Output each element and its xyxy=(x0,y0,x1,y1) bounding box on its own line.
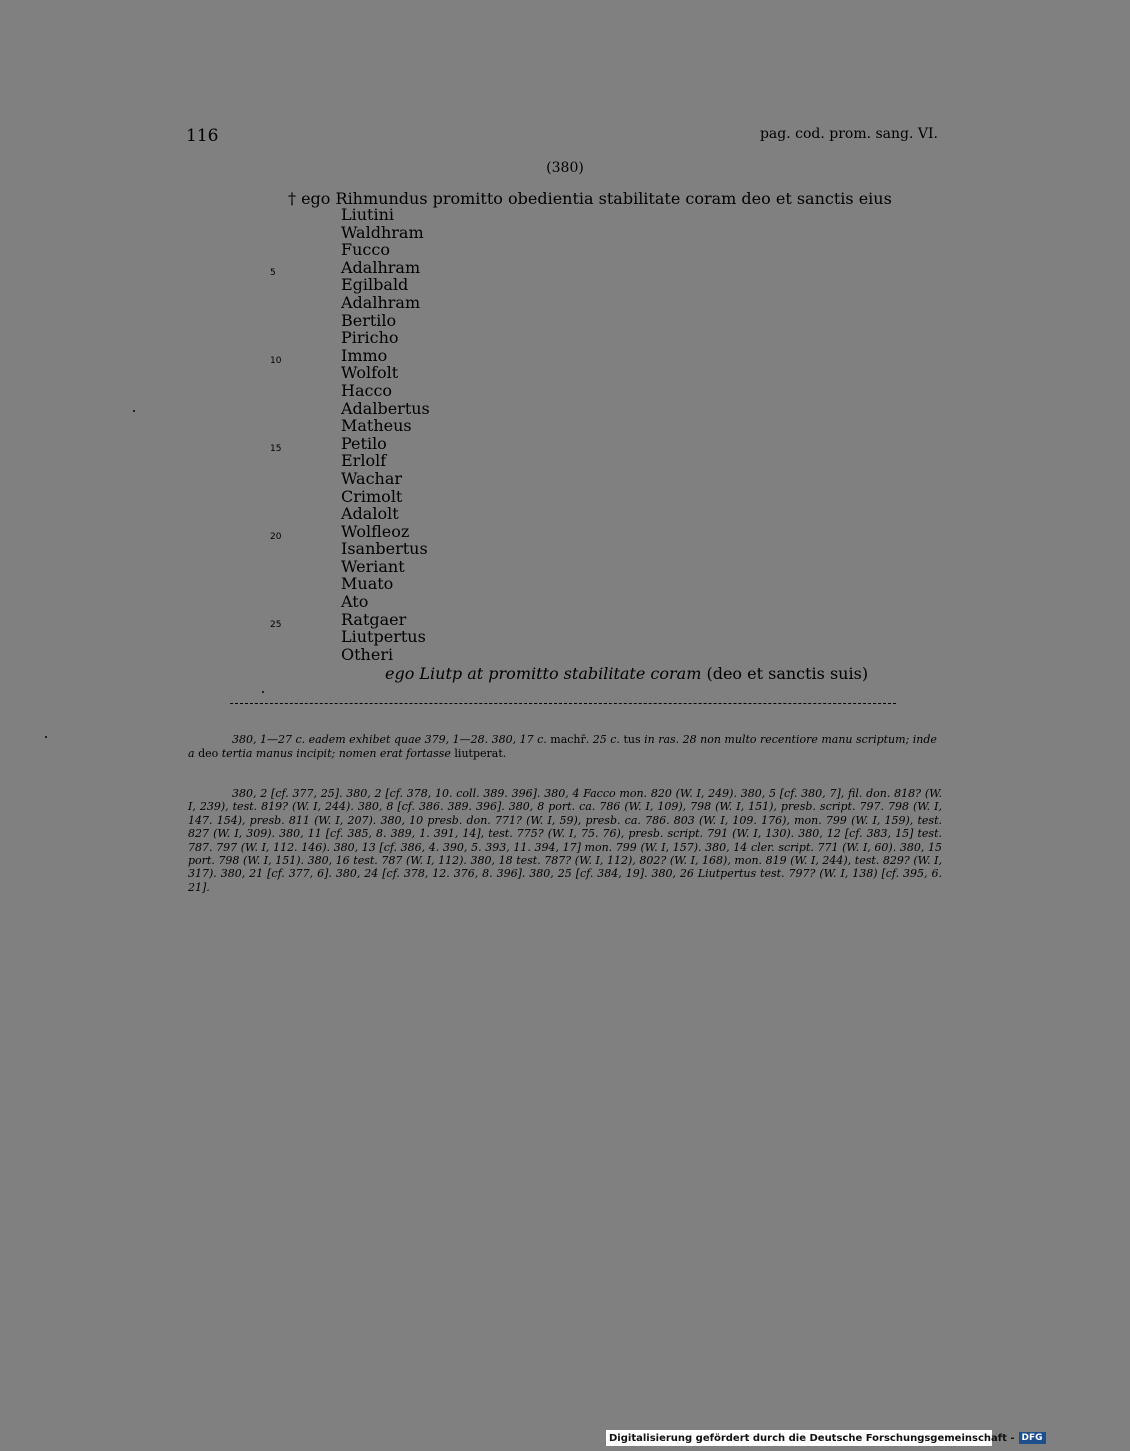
name-entry: Adalhram xyxy=(341,257,421,277)
name-entry: Immo xyxy=(341,345,388,365)
apparatus-text: tertia manus incipit; nomen erat fortasse xyxy=(221,747,451,760)
line-number-10: 10 xyxy=(270,356,282,366)
dfg-logo: DFG xyxy=(1019,1432,1046,1444)
name-entry: Matheus xyxy=(341,416,412,436)
apparatus-word: deo xyxy=(198,747,219,760)
name-entry: Adalolt xyxy=(341,504,399,524)
name-entry: Ratgaer xyxy=(341,609,407,629)
apparatus-word: tus xyxy=(623,733,641,746)
speck xyxy=(133,410,135,412)
speck xyxy=(45,736,47,738)
line-number-25: 25 xyxy=(270,620,282,630)
name-entry: Petilo xyxy=(341,433,387,453)
name-entry: Otheri xyxy=(341,644,394,664)
dfg-banner xyxy=(606,1430,1043,1446)
apparatus-text: in ras. 28 non multo recentiore manu scriptum; inde a xyxy=(188,733,937,760)
apparatus-word: liutperat. xyxy=(454,747,507,760)
apparatus-text: 25 c. xyxy=(592,733,620,746)
footnotes: 380, 2 [cf. 377, 25]. 380, 2 [cf. 378, 10. coll. 389. 396]. 380, 4 Facco mon. 820 (W. I, 249). 380, 5 [cf. 380, 7], fil. don. 818? (W. I, 239), test. 819? (W. I, 244). 380, 8 [cf. 386. 389. 396]. 380, 8 port. ca. 786 (W. I, 109), 798 (W. I, 151), presb. script. 797. 798 (W. I, 147. 154), presb. 811 (W. I, 207). 380, 10 presb. don. 771? (W. I, 59), presb. ca. 786. 803 (W. I, 109. 176), mon. 799 (W. I, 159), test. 827 (W. I, 309). 380, 11 [cf. 385, 8. 389, 1. 391, 14], test. 775? (W. I, 75. 76), presb. script. 791 (W. I, 130). 380, 12 [cf. 383, 15] test. 787. 797 (W. I, 112. 146). 380, 13 [cf. 386, 4. 390, 5. 393, 11. 394, 17] mon. 799 (W. I, 157). 380, 14 cler. script. 771 (W. I, 60). 380, 15 port. 798 (W. I, 151). 380, 16 test. 787 (W. I, 112). 380, 18 test. 787? (W. I, 112), 802? (W. I, 168), mon. 819 (W. I, 244), test. 829? (W. I, 317). 380, 21 [cf. 377, 6]. 380, 24 [cf. 378, 12. 376, 8. 396]. 380, 25 [cf. 384, 19]. 380, 26 Liutpertus test. 797? (W. I, 138) [cf. 395, 6. 21]. xyxy=(188,787,942,894)
line-number-20: 20 xyxy=(270,532,282,542)
name-entry: Wolfolt xyxy=(341,363,399,383)
name-entry: Liutpertus xyxy=(341,627,426,647)
last-line xyxy=(385,664,868,683)
name-entry: Ato xyxy=(341,592,369,612)
name-entry: Egilbald xyxy=(341,275,409,295)
last-line-italic: ego Liutp at promitto stabilitate coram xyxy=(385,664,702,683)
name-entry: Erlolf xyxy=(341,451,387,471)
document-number: (380) xyxy=(546,160,584,176)
apparatus-notes xyxy=(188,733,942,761)
name-entry: Bertilo xyxy=(341,310,397,330)
name-entry: Liutini xyxy=(341,205,395,224)
name-list xyxy=(341,206,430,663)
name-entry: Weriant xyxy=(341,556,405,576)
speck xyxy=(262,691,264,693)
name-entry: Fucco xyxy=(341,240,390,260)
separator-rule xyxy=(230,703,896,704)
name-entry: Adalbertus xyxy=(341,398,430,418)
apparatus-text: 380, 1—27 c. eadem exhibet quae 379, 1—28. 380, 17 c. xyxy=(232,733,547,746)
last-line-plain: (deo et sanctis suis) xyxy=(706,664,869,683)
name-entry: Waldhram xyxy=(341,222,424,242)
name-entry: Crimolt xyxy=(341,486,403,506)
apparatus-word: machr̄. xyxy=(550,733,590,746)
name-entry: Wachar xyxy=(341,468,403,488)
name-entry: Wolfleoz xyxy=(341,521,410,541)
dfg-text: Digitalisierung gefördert durch die Deutsche Forschungsgemeinschaft - xyxy=(609,1432,1015,1444)
name-entry: Muato xyxy=(341,574,394,594)
name-entry: Adalhram xyxy=(341,292,421,312)
name-entry: Hacco xyxy=(341,380,393,400)
line-number-5: 5 xyxy=(270,268,276,278)
first-line: † ego Rihmundus promitto obedientia stabilitate coram deo et sanctis eius xyxy=(288,189,892,208)
page-number: 116 xyxy=(186,126,219,146)
name-entry: Isanbertus xyxy=(341,539,428,559)
running-head: pag. cod. prom. sang. VI. xyxy=(759,126,938,142)
name-entry: Piricho xyxy=(341,328,399,348)
line-number-15: 15 xyxy=(270,444,282,454)
